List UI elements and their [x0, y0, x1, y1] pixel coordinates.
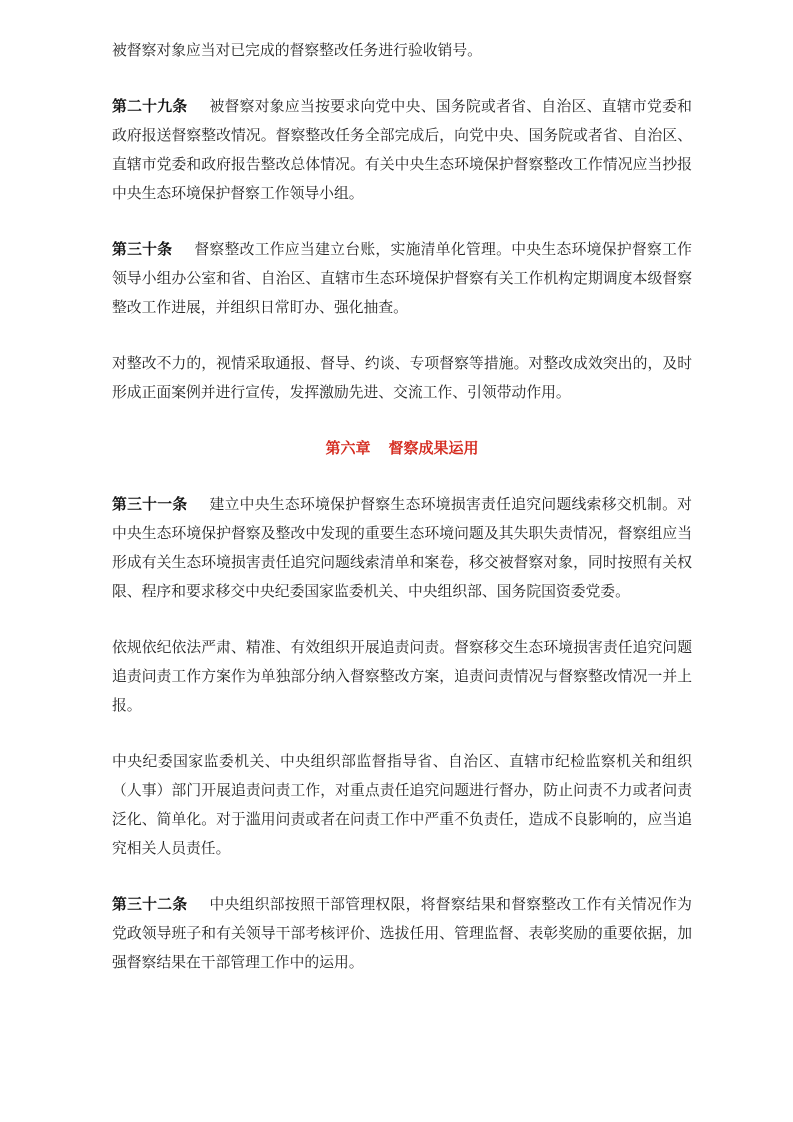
- paragraph-accountability: [112, 633, 692, 720]
- article-number: 第三十条: [112, 241, 173, 258]
- document-page: [112, 36, 692, 1004]
- article-text: 中央组织部按照干部管理权限，将督察结果和督察整改工作有关情况作为党政领导班子和有关领导干部考核评价、选拔任用、管理监督、表彰奖励的重要依据，加强督察结果在干部管理工作中的运用。: [112, 896, 692, 971]
- article-32: [112, 890, 692, 977]
- article-number: 第三十二条: [112, 896, 188, 913]
- paragraph-acceptance: [112, 36, 692, 65]
- chapter-title: 督察成果运用: [388, 439, 479, 457]
- paragraph-text: 对整改不力的，视情采取通报、督导、约谈、专项督察等措施。对整改成效突出的，及时形成正面案例并进行宣传，发挥激励先进、交流工作、引领带动作用。: [112, 355, 692, 401]
- paragraph-text: 中央纪委国家监委机关、中央组织部监督指导省、自治区、直辖市纪检监察机关和组织（人事）部门开展追责问责工作，对重点责任追究问题进行督办，防止问责不力或者问责泛化、简单化。对于滥用问责或者在问责工作中严重不负责任，造成不良影响的，应当追究相关人员责任。: [112, 753, 692, 857]
- chapter-heading: [112, 434, 692, 463]
- paragraph-text: 依规依纪依法严肃、精准、有效组织开展追责问责。督察移交生态环境损害责任追究问题追责问责工作方案作为单独部分纳入督察整改方案，追责问责情况与督察整改情况一并上报。: [112, 639, 692, 714]
- article-30: [112, 235, 692, 322]
- paragraph-supervision: [112, 747, 692, 863]
- article-number: 第二十九条: [112, 98, 188, 115]
- article-text: 被督察对象应当按要求向党中央、国务院或者省、自治区、直辖市党委和政府报送督察整改情况。督察整改任务全部完成后，向党中央、国务院或者省、自治区、直辖市党委和政府报告整改总体情况。有关中央生态环境保护督察整改工作情况应当抄报中央生态环境保护督察工作领导小组。: [112, 98, 692, 202]
- article-31: [112, 490, 692, 606]
- article-29: [112, 92, 692, 208]
- article-text: 建立中央生态环境保护督察生态环境损害责任追究问题线索移交机制。对中央生态环境保护督察及整改中发现的重要生态环境问题及其失职失责情况，督察组应当形成有关生态环境损害责任追究问题线索清单和案卷，移交被督察对象，同时按照有关权限、程序和要求移交中央纪委国家监委机关、中央组织部、国务院国资委党委。: [112, 496, 692, 600]
- chapter-number: 第六章: [325, 439, 371, 457]
- paragraph-text: 被督察对象应当对已完成的督察整改任务进行验收销号。: [112, 42, 482, 59]
- article-text: 督察整改工作应当建立台账，实施清单化管理。中央生态环境保护督察工作领导小组办公室和省、自治区、直辖市生态环境保护督察有关工作机构定期调度本级督察整改工作进展，并组织日常盯办、强化抽查。: [112, 241, 692, 316]
- article-number: 第三十一条: [112, 496, 188, 513]
- paragraph-rectification-measures: [112, 349, 692, 407]
